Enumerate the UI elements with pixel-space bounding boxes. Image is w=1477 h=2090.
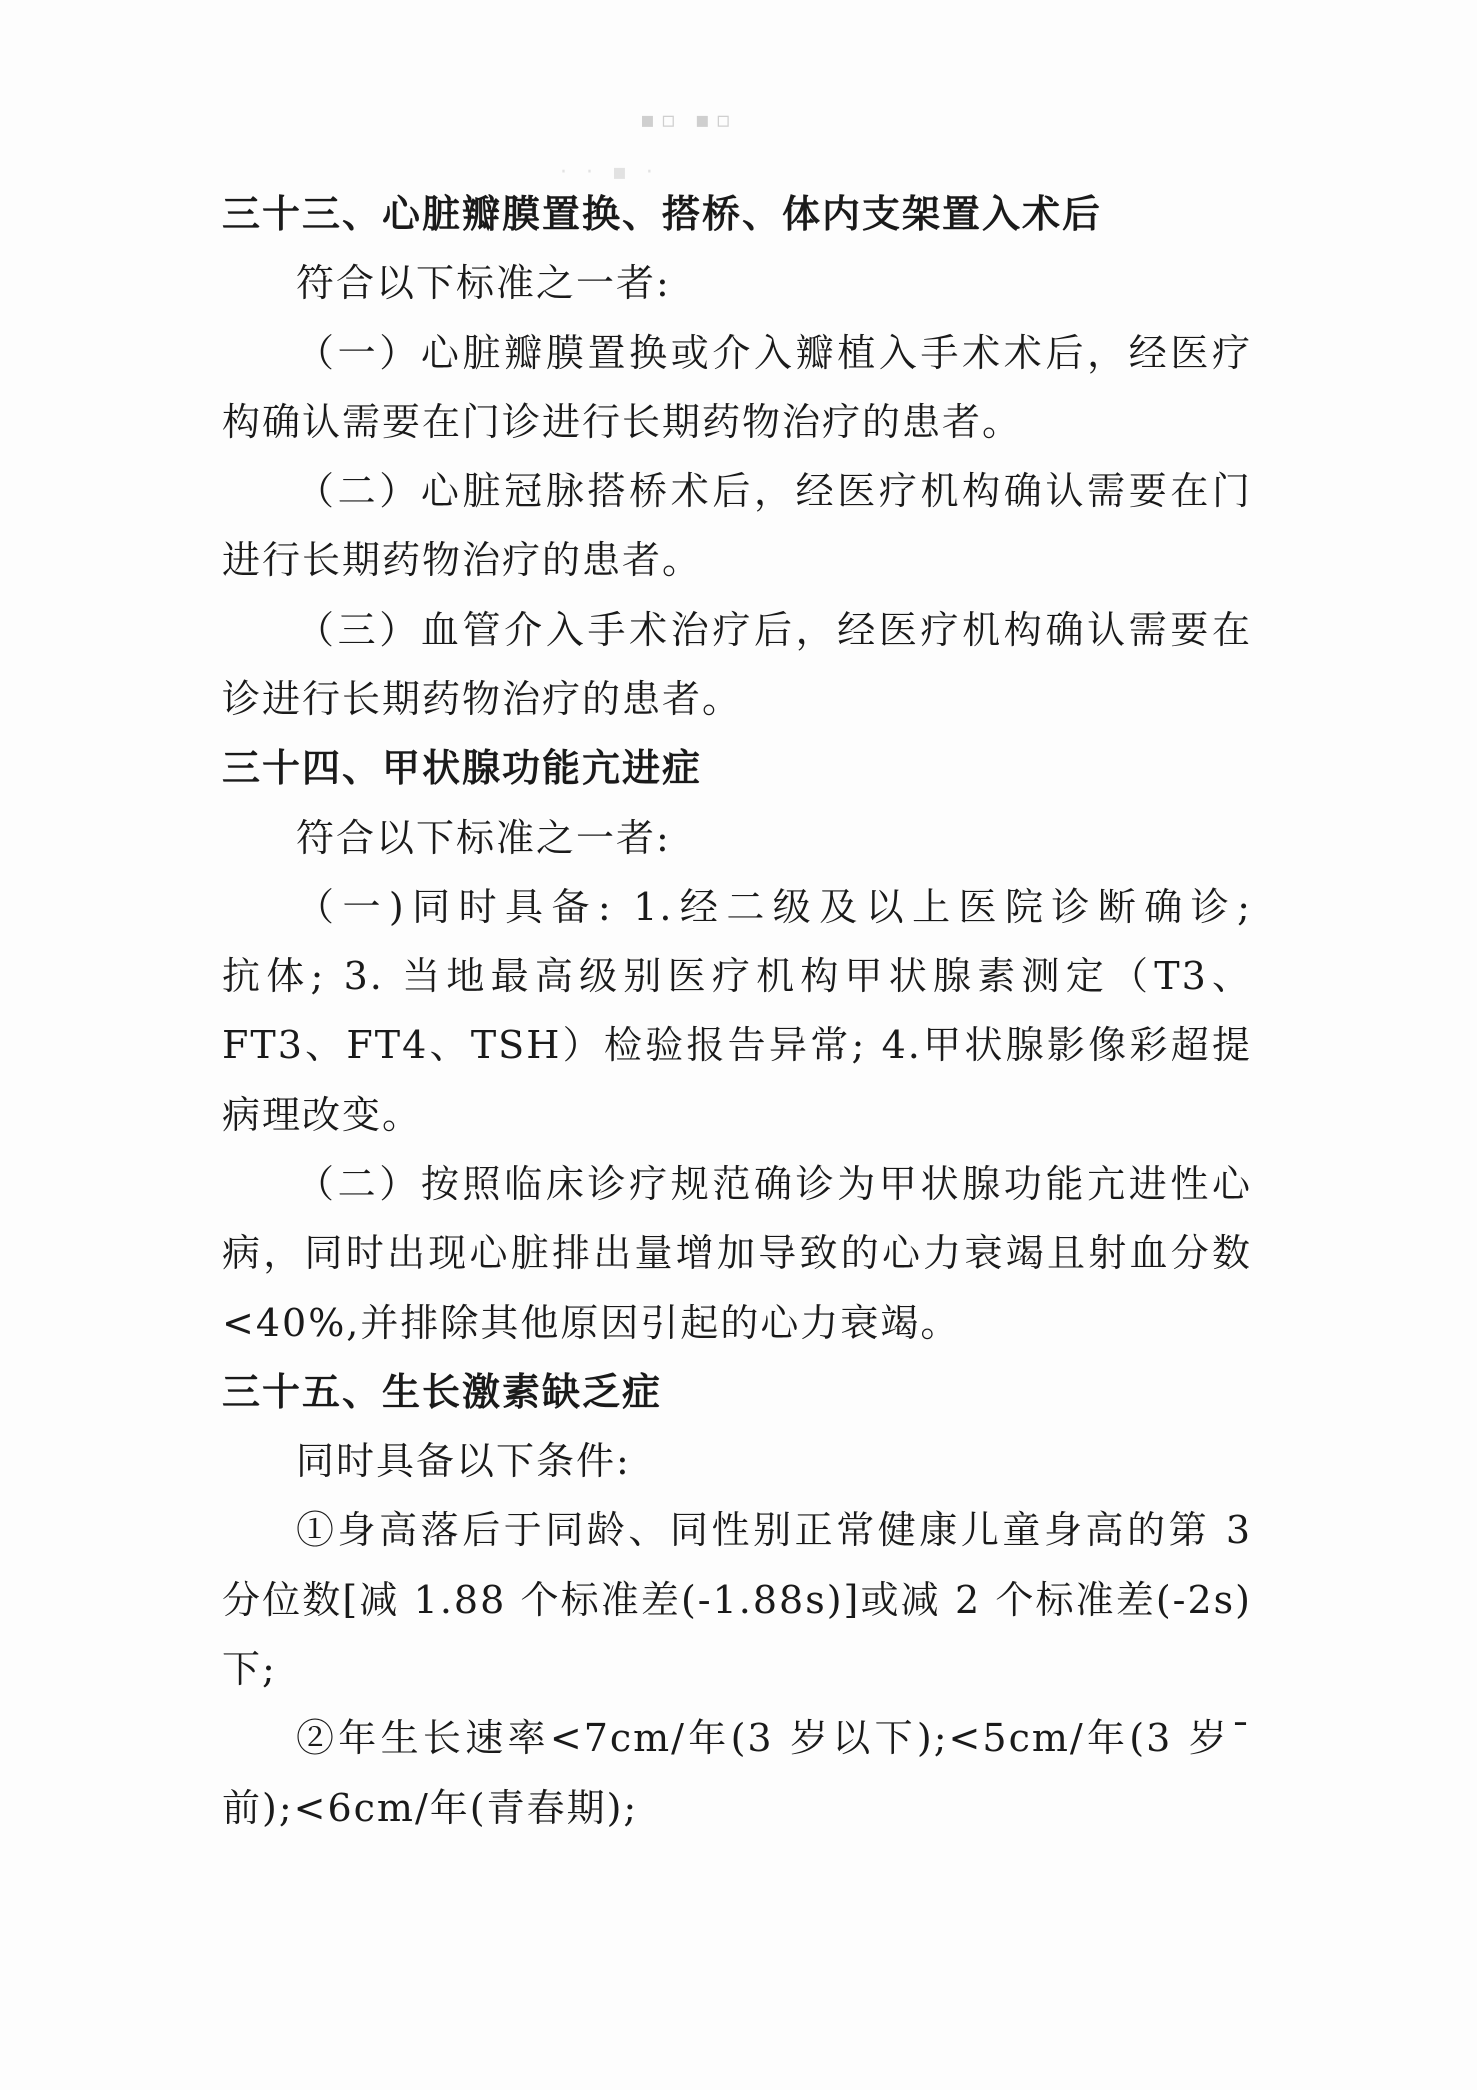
paragraph-line: （一)同时具备: 1.经二级及以上医院诊断确诊; bbox=[296, 885, 1252, 929]
section-heading-34: 三十四、甲状腺功能亢进症 bbox=[222, 746, 703, 790]
paragraph-line: （一）心脏瓣膜置换或介入瓣植入手术术后，经医疗 bbox=[296, 331, 1252, 375]
paragraph-line: 病理改变。 bbox=[222, 1093, 423, 1137]
paragraph-line: <40%,并排除其他原因引起的心力衰竭。 bbox=[222, 1301, 961, 1345]
paragraph-line: ②年生长速率<7cm/年(3 岁以下);<5cm/年(3 岁¯ bbox=[296, 1716, 1252, 1760]
scan-artifact: ▪▫ ▪▫ bbox=[640, 108, 737, 133]
paragraph-line: （三）血管介入手术治疗后，经医疗机构确认需要在 bbox=[296, 608, 1252, 652]
paragraph-line: 同时具备以下条件: bbox=[296, 1439, 631, 1483]
paragraph-line: 分位数[减 1.88 个标准差(-1.88s)]或减 2 个标准差(-2s) bbox=[222, 1578, 1252, 1622]
paragraph-line: 符合以下标准之一者: bbox=[296, 261, 671, 305]
paragraph-line: 符合以下标准之一者: bbox=[296, 816, 671, 860]
paragraph-line: 前);<6cm/年(青春期); bbox=[222, 1786, 639, 1830]
paragraph-line: 构确认需要在门诊进行长期药物治疗的患者。 bbox=[222, 400, 1023, 444]
paragraph-line: ①身高落后于同龄、同性别正常健康儿童身高的第 3 bbox=[296, 1508, 1252, 1552]
paragraph-line: 病，同时出现心脏排出量增加导致的心力衰竭且射血分数 bbox=[222, 1231, 1252, 1275]
paragraph-line: （二）按照临床诊疗规范确诊为甲状腺功能亢进性心 bbox=[296, 1162, 1252, 1206]
paragraph-line: 进行长期药物治疗的患者。 bbox=[222, 538, 703, 582]
section-heading-33: 三十三、心脏瓣膜置换、搭桥、体内支架置入术后 bbox=[222, 192, 1103, 236]
section-heading-35: 三十五、生长激素缺乏症 bbox=[222, 1370, 663, 1414]
paragraph-line: FT3、FT4、TSH）检验报告异常; 4.甲状腺影像彩超提 bbox=[222, 1023, 1252, 1067]
paragraph-line: 下; bbox=[222, 1647, 277, 1691]
paragraph-line: 抗体; 3. 当地最高级别医疗机构甲状腺素测定（T3、 bbox=[222, 954, 1252, 998]
scan-artifact: · · ▪ · bbox=[560, 160, 659, 185]
paragraph-line: （二）心脏冠脉搭桥术后，经医疗机构确认需要在门 bbox=[296, 469, 1252, 513]
paragraph-line: 诊进行长期药物治疗的患者。 bbox=[222, 677, 743, 721]
